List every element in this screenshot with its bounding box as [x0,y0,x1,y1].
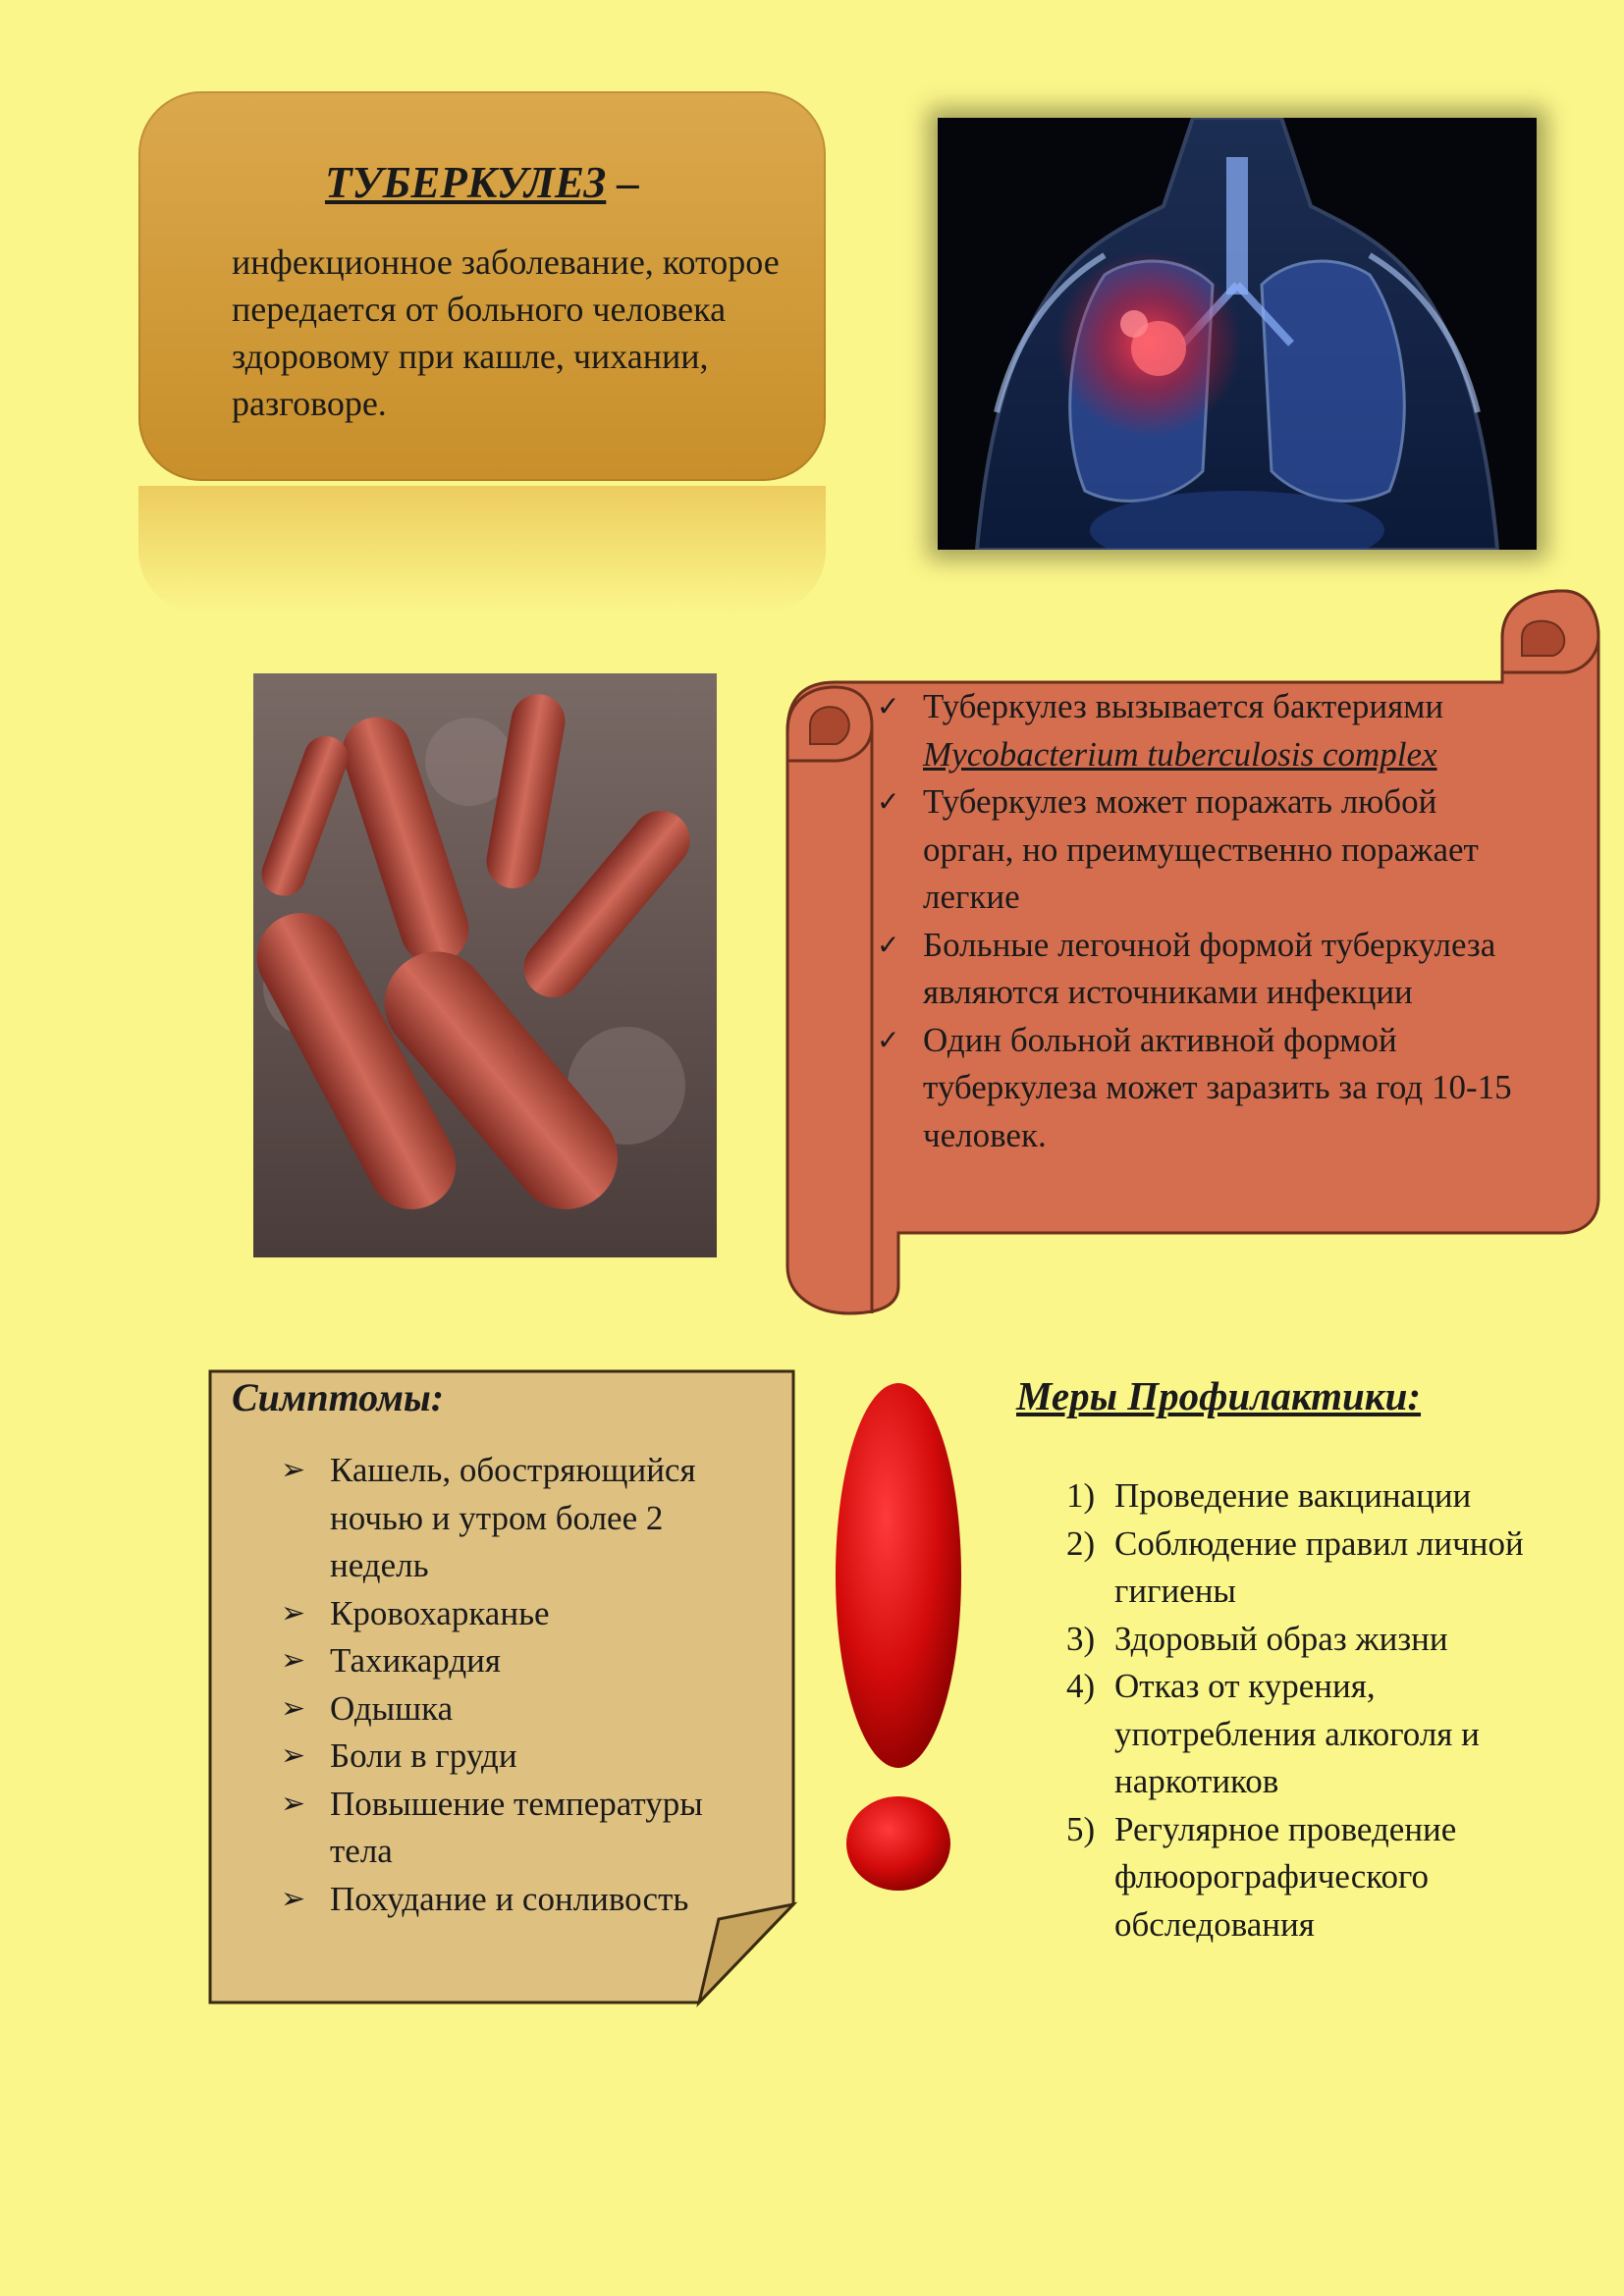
symptom-item [277,1447,768,1590]
symptoms-list [277,1447,768,1923]
prevention-number: 1) [1066,1476,1096,1515]
symptom-text: Похудание и сонливость [330,1879,689,1918]
fact-text: Больные легочной формой туберкулеза являются источниками инфекции [923,925,1496,1011]
definition-box-reflection [138,486,826,614]
facts-list [874,683,1522,1159]
symptom-text: Одышка [330,1688,454,1728]
fact-text: Туберкулез вызывается бактериями [923,687,1444,725]
fact-item [874,1017,1522,1160]
bacteria-image [253,673,717,1257]
fact-item [874,778,1522,922]
prevention-number: 3) [1066,1619,1096,1658]
symptom-item [277,1733,768,1781]
symptom-text: Повышение температуры тела [330,1784,703,1870]
prevention-text: Проведение вакцинации [1114,1476,1472,1515]
symptom-text: Кашель, обостряющийся ночью и утром более 2 недель [330,1451,696,1584]
arrow-bullet-icon: ➢ [281,1643,306,1678]
symptom-text: Боли в груди [330,1736,517,1775]
arrow-bullet-icon: ➢ [281,1786,306,1821]
arrow-bullet-icon: ➢ [281,1738,306,1773]
symptoms-title: Симптомы: [232,1375,445,1419]
symptom-item [277,1876,768,1924]
fact-item [874,683,1522,778]
lungs-image [938,118,1537,550]
prevention-item [1062,1663,1553,1806]
fact-text: Туберкулез может поражать любой орган, но преимущественно поражает легкие [923,782,1479,916]
prevention-text: Регулярное проведение флюорографического обследования [1114,1809,1457,1944]
prevention-item [1062,1616,1553,1664]
fact-latin-name: Mycobacterium tuberculosis complex [923,734,1437,774]
exclamation-icon [825,1374,972,1963]
definition-dash: – [606,158,640,207]
arrow-bullet-icon: ➢ [281,1453,306,1487]
prevention-number: 5) [1066,1809,1096,1848]
prevention-number: 4) [1066,1667,1096,1705]
symptom-text: Кровохарканье [330,1593,550,1632]
fact-text: Один больной активной формой туберкулеза может заразить за год 10-15 человек. [923,1020,1512,1154]
definition-text: инфекционное заболевание, которое передается от больного человека здоровому при кашле, чихании, разговоре. [232,242,780,423]
symptom-item [277,1637,768,1685]
symptom-text: Тахикардия [330,1641,501,1680]
check-icon: ✓ [877,690,900,722]
symptom-item [277,1685,768,1734]
symptom-item [277,1781,768,1876]
prevention-text: Здоровый образ жизни [1114,1619,1448,1658]
arrow-bullet-icon: ➢ [281,1595,306,1630]
check-icon: ✓ [877,1023,900,1056]
prevention-title: Меры Профилактики: [1016,1373,1422,1418]
prevention-item [1062,1521,1553,1616]
symptom-item [277,1590,768,1638]
definition-term: ТУБЕРКУЛЕЗ [324,158,607,207]
prevention-item [1062,1472,1553,1521]
check-icon: ✓ [877,928,900,961]
prevention-item [1062,1806,1553,1949]
prevention-text: Соблюдение правил личной гигиены [1114,1523,1524,1610]
arrow-bullet-icon: ➢ [281,1690,306,1726]
definition-title [138,157,826,208]
prevention-text: Отказ от курения, употребления алкоголя и наркотиков [1114,1667,1480,1800]
prevention-number: 2) [1066,1523,1096,1563]
check-icon: ✓ [877,785,900,818]
fact-item [874,922,1522,1017]
prevention-list [1062,1472,1553,1949]
arrow-bullet-icon: ➢ [281,1881,306,1916]
